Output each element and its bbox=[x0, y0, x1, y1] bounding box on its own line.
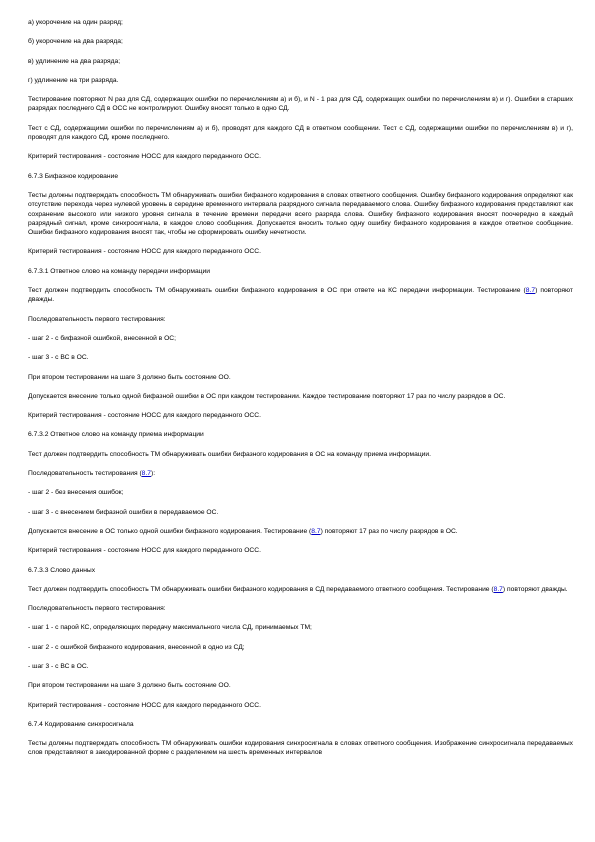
paragraph bbox=[28, 57, 573, 66]
paragraph bbox=[28, 681, 573, 690]
paragraph bbox=[28, 124, 573, 143]
paragraph-text: Последовательность первого тестирования: bbox=[28, 605, 166, 613]
paragraph bbox=[28, 701, 573, 710]
paragraph bbox=[28, 585, 573, 594]
paragraph-text: Критерий тестирования - состояние НОСС для каждого переданного ОСС. bbox=[28, 412, 261, 420]
paragraph bbox=[28, 191, 573, 237]
section-link[interactable]: 8.7 bbox=[525, 287, 536, 295]
paragraph-text: ) повторяют 17 раз по числу разрядов в ОС. bbox=[320, 527, 458, 535]
paragraph-text: Тесты должны подтверждать способность ТМ обнаруживать ошибки кодирования синхросигнала в словах ответного сообщения. Изображение синхросигнала передаваемых слов представляют в закодированной форме с разделением на шесть временных интервалов bbox=[28, 740, 573, 757]
paragraph bbox=[28, 353, 573, 362]
paragraph-text: Критерий тестирования - состояние НОСС для каждого переданного ОСС. bbox=[28, 153, 261, 161]
section-link[interactable]: 8.7 bbox=[493, 585, 503, 593]
paragraph-text: - шаг 2 - с бифазной ошибкой, внесенной в ОС; bbox=[28, 334, 176, 342]
paragraph bbox=[28, 334, 573, 343]
paragraph bbox=[28, 37, 573, 46]
paragraph bbox=[28, 172, 573, 181]
paragraph bbox=[28, 469, 573, 478]
paragraph-text: - шаг 3 - с внесением бифазной ошибки в передаваемое ОС. bbox=[28, 508, 219, 516]
document-page bbox=[28, 18, 573, 768]
paragraph-text: 6.7.3.2 Ответное слово на команду приема информации bbox=[28, 431, 204, 439]
paragraph bbox=[28, 95, 573, 114]
paragraph-text: - шаг 3 - с ВС в ОС. bbox=[28, 354, 89, 362]
paragraph-text: ): bbox=[150, 470, 156, 478]
paragraph bbox=[28, 411, 573, 420]
paragraph-text: г) удлинение на три разряда. bbox=[28, 76, 119, 84]
paragraph bbox=[28, 430, 573, 439]
paragraph bbox=[28, 450, 573, 459]
paragraph bbox=[28, 152, 573, 161]
paragraph-text: Критерий тестирования - состояние НОСС для каждого переданного ОСС. bbox=[28, 701, 261, 709]
paragraph-text: Тест должен подтвердить способность ТМ обнаруживать ошибки бифазного кодирования в СД передаваемого ответного сообщения. Тестирование ( bbox=[28, 585, 494, 593]
paragraph-text: - шаг 2 - с ошибкой бифазного кодирования, внесенной в одно из СД; bbox=[28, 643, 245, 651]
paragraph-text: Последовательность первого тестирования: bbox=[28, 315, 166, 323]
paragraph bbox=[28, 286, 573, 305]
paragraph-text: б) укорочение на два разряда; bbox=[28, 38, 123, 46]
paragraph bbox=[28, 527, 573, 536]
paragraph-text: 6.7.3.3 Слово данных bbox=[28, 566, 96, 574]
paragraph-text: ) повторяют дважды. bbox=[502, 585, 568, 593]
paragraph bbox=[28, 18, 573, 27]
paragraph-text: Тест с СД, содержащими ошибки по перечислениям а) и б), проводят для каждого СД в ответном сообщении. Тест с СД, содержащими ошибки по перечислениям в) и г), проводят для каждого СД, кроме последнего. bbox=[28, 124, 573, 142]
paragraph-text: Последовательность тестирования ( bbox=[28, 470, 142, 478]
paragraph bbox=[28, 720, 573, 729]
paragraph bbox=[28, 315, 573, 324]
paragraph-text: Критерий тестирования - состояние НОСС для каждого переданного ОСС. bbox=[28, 248, 261, 256]
paragraph bbox=[28, 739, 573, 758]
paragraph-text: Допускается внесение в ОС только одной ошибки бифазного кодирования. Тестирование ( bbox=[28, 527, 312, 535]
paragraph bbox=[28, 508, 573, 517]
paragraph-text: - шаг 2 - без внесения ошибок; bbox=[28, 489, 124, 497]
paragraph bbox=[28, 566, 573, 575]
paragraph-text: - шаг 1 - с парой КС, определяющих передачу максимального числа СД, принимаемых ТМ; bbox=[28, 624, 312, 632]
paragraph-text: 6.7.3 Бифазное кодирование bbox=[28, 172, 119, 180]
paragraph-text: Критерий тестирования - состояние НОСС для каждого переданного ОСС. bbox=[28, 547, 261, 555]
paragraph bbox=[28, 247, 573, 256]
paragraph bbox=[28, 623, 573, 632]
paragraph-text: Тесты должны подтверждать способность ТМ обнаруживать ошибки бифазного кодирования в словах ответного сообщения. Ошибку бифазного кодирования определяют как отсутствие перехода через нулевой уровень в середине временного интервала разрядного сигнала передаваемого слова. Ошибку бифазного кодирования представляют как сохранение высокого или низкого уровня сигнала в течение времени передачи всего разряда слова. Ошибку бифазного кодирования вносят поочередно в каждый разрядный сигнал, кроме синхросигнала, в каждое слово сообщения. Допускается вносить только одну ошибку бифазного кодирования в каждое ответное сообщение. Ошибки бифазного кодирования вносят так, чтобы не сформировать ошибку нечетности. bbox=[28, 191, 573, 237]
paragraph bbox=[28, 267, 573, 276]
paragraph bbox=[28, 643, 573, 652]
paragraph bbox=[28, 546, 573, 555]
paragraph-text: - шаг 3 - с ВС в ОС. bbox=[28, 662, 89, 670]
paragraph bbox=[28, 373, 573, 382]
paragraph-text: 6.7.3.1 Ответное слово на команду передачи информации bbox=[28, 267, 210, 275]
paragraph bbox=[28, 392, 573, 401]
paragraph-text: Тест должен подтвердить способность ТМ обнаруживать ошибки бифазного кодирования в ОС при ответе на КС передачи информации. Тестирование ( bbox=[28, 287, 526, 295]
paragraph-text: в) удлинение на два разряда; bbox=[28, 57, 121, 65]
paragraph-text: ) повторяют дважды. bbox=[28, 287, 573, 304]
paragraph-text: Тест должен подтвердить способность ТМ обнаруживать ошибки бифазного кодирования в ОС на команду приема информации. bbox=[28, 450, 431, 458]
paragraph-text: Тестирование повторяют N раз для СД, содержащих ошибки по перечислениям а) и б), и N - 1 раз для СД, содержащих ошибки по перечислениям в) и г). Ошибки в старших разрядах последнего СД в ОСС не контролируют. Ошибку вносят только в одно СД. bbox=[28, 96, 573, 113]
paragraph bbox=[28, 488, 573, 497]
paragraph-text: При втором тестировании на шаге 3 должно быть состояние ОО. bbox=[28, 682, 231, 690]
paragraph bbox=[28, 76, 573, 85]
paragraph bbox=[28, 604, 573, 613]
paragraph-text: а) укорочение на один разряд; bbox=[28, 19, 123, 26]
paragraph bbox=[28, 662, 573, 671]
paragraph-text: При втором тестировании на шаге 3 должно быть состояние ОО. bbox=[28, 373, 231, 381]
section-link[interactable]: 8.7 bbox=[141, 470, 151, 478]
section-link[interactable]: 8.7 bbox=[311, 527, 321, 535]
paragraph-text: Допускается внесение только одной бифазной ошибки в ОС при каждом тестировании. Каждое тестирование повторяют 17 раз по числу разрядов в ОС. bbox=[28, 392, 506, 400]
paragraph-text: 6.7.4 Кодирование синхросигнала bbox=[28, 720, 134, 728]
